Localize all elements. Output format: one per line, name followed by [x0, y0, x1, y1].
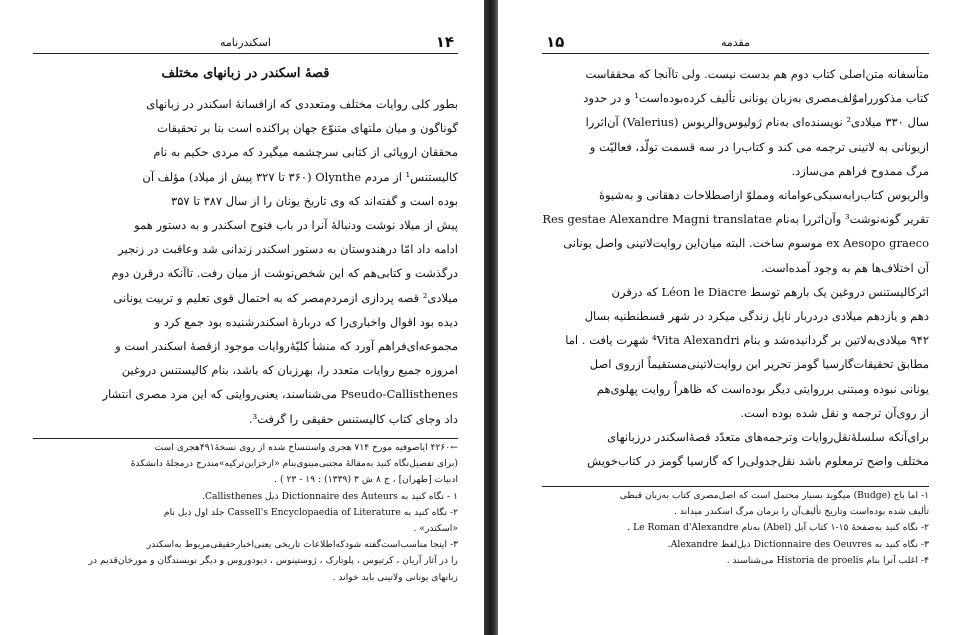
right-footnotes [542, 488, 929, 569]
book-gutter [484, 0, 498, 635]
footnote-rule [542, 486, 929, 487]
right-page-header [542, 33, 929, 54]
body-line-6: والریوس کتاب‌رابه‌سبکی‌عوامانه ومملوّ ازاصطلاحات دهقانی و به‌شیوهٔ [598, 188, 929, 203]
footnote-5: ٢- نگاه کنید به Cassell's Encyclopaedia of Literature جلد اول ذیل نام [163, 506, 458, 518]
body-line-16: برای‌آنکه سلسلهٔ‌نقل‌روایات وترجمه‌های متعدّد قصهٔ‌اسکندر درزبانهای [607, 430, 929, 445]
body-line-7: ادامه داد امّا درهندوستان به دستور اسکندر زندانی شد وعاقبت در زنجیر [118, 242, 458, 257]
body-line-1: بطور کلی روایات مختلف ومتعددی که ازافسانهٔ اسکندر در زبانهای [146, 97, 458, 111]
body-line-3: سال ٣٣٠ میلادی² نویسنده‌ای به‌نام ژولیوس‌والریوس (Valerius) آن‌اثررا [585, 115, 929, 130]
body-line-11: دهم و یازدهم میلادی دردربار ناپل زندگی میکرد در شهر قسطنطنیه بسال [584, 309, 929, 324]
footnote-2: تألیف شده بوده‌است وتاریخ تألیف‌آن را بزمان مرگ اسکندر میداند . [674, 506, 929, 518]
body-line-6: پیش از میلاد نوشت ودنبالهٔ آنرا در باب فتوح اسکندر و به دستور همو [134, 218, 458, 233]
body-line-5: بوده است و گفته‌اند که وی تاریخ یونان را از سال ٣٨٧ تا ٣۵٧ [171, 193, 458, 208]
body-line-14: یونانی نبوده ومبتنی برروایتی دیگر بوده‌است که ظاهراً روایت پهلوی‌هم [596, 381, 929, 396]
section-title: قصهٔ اسکندر در زبانهای مختلف [161, 66, 330, 81]
right-page [498, 0, 964, 635]
page-number: ١۵ [546, 33, 565, 51]
body-line-13: Pseudo-Callisthenes می‌شناسند، یعنی‌روایتی که این مرد مصری انتشار [102, 387, 458, 402]
body-line-5: مرگ ممدوح فراهم می‌سازد. [791, 163, 929, 178]
body-line-4: ازیونانی به لاتینی ترجمه می کند و کتاب‌را در سه قسمت تولّد، فعالیّت و [589, 139, 929, 154]
body-line-1: متأسفانه متن‌اصلی کتاب دوم هم بدست نیست. ولی تاآنجا که محققاست [585, 67, 929, 81]
body-line-13: مطابق تحقیقات‌گارسیا گومز تحریر ابن روایت‌لاتینی‌مستقیماً ازروی اصل [589, 357, 929, 372]
left-body-text [33, 92, 458, 434]
footnote-6: «اسکندر» . [413, 523, 458, 535]
footnote-9: زبانهای یونانی ولاتینی باید خواند . [332, 571, 458, 583]
footnote-2: (برای تفصیل‌نگاه کنید به‌مقالهٔ مجتبی‌مینوی‌بنام «ازخزاین‌ترکیه»مندرج درمجلهٔ دانشکدهٔ [130, 458, 458, 470]
body-line-7: تقریر گونه‌نوشت³ وآن‌اثررا به‌نام Res gestae Alexandre Magni translatae [542, 212, 929, 227]
body-line-2: گوناگون و میان ملتهای متنوّع جهان پراکنده است بنا بر تحقیقات [157, 121, 458, 136]
footnote-3: ادبیات [طهران] ، ج ٨ ش ٣ (١٣٣٩) : ١٩ - ٢٣ ) . [274, 474, 458, 486]
body-line-2: کتاب مذکورراموٌلف‌مصری به‌زبان یونانی تألیف کرده‌بوده‌است¹ و در حدود [583, 91, 929, 106]
footnote-1: ١- اما باج (Budge) میگوید بسیار محتمل است که اصل‌مصری کتاب به‌زبان قبطی [619, 490, 929, 501]
body-line-10: دیده بود اقوال واخباری‌را که دربارهٔ اسکندرشنیده بود جمع کرد و [154, 314, 458, 329]
running-head: مقدمه [720, 36, 751, 49]
footnote-1: ←۴۲۶٠ ایاصوفیه مورخ ٧١۴ هجری واستنساخ شده از روی نسخهٔ۴٩١هجری است [154, 442, 458, 453]
footnote-3: ٢- نگاه کنید به‌صفحهٔ ١۵-١ کتاب آبل (Abel) به‌نام Le Roman d'Alexandre . [627, 522, 929, 534]
body-line-12: امروزه جمیع روایات متعدد را، بهرزبان که باشد، بنام کالیستنس دروغین [121, 363, 458, 378]
footnote-8: را در آثار آریان ، کرتیوس ، پلوتارک ، ژوستینوس ، دیودوروس و دیگر نویسندگان و مورخان‌قدیم در [88, 555, 458, 567]
footnote-4: ٣- نگاه کنید به Dictionnaire des Oeuvres ذیل‌لفظ Alexandre. [667, 538, 929, 550]
body-line-10: اثرکالیستنس دروغین یک بارهم توسط Léon le Diacre که درقرن [611, 284, 929, 299]
body-line-14: داد وجای کتاب کالیستنس حقیقی را گرفت³. [248, 411, 458, 426]
footnote-4: ١ - نگاه کنید به Dictionnaire des Auteurs ذیل Callisthenes. [202, 490, 458, 502]
running-head: اسکندرنامه [220, 36, 271, 49]
footnote-5: ۴- اغلب آنرا بنام Historia de proelis می‌شناسند . [726, 554, 929, 566]
body-line-11: مجموعه‌ای‌فراهم آورد که منشأ کلیّهٔ‌روایات موجود ازقصهٔ اسکندر است و [115, 339, 458, 354]
body-line-15: از روی‌آن ترجمه و نقل شده بوده است. [740, 405, 929, 420]
body-line-12: ۹۴۲ میلادی‌به‌لاتین بر گردانیده‌شد و بنام ⁴Vita Alexandri شهرت یافت . اما [565, 333, 929, 348]
body-line-9: آن اختلاف‌ها هم به وجود آمده‌است. [760, 260, 929, 275]
body-line-4: کالیستنس¹ از مردم Olynthe (٣۶٠ تا ٣٢٧ پیش از میلاد) مؤلف آن [142, 169, 458, 184]
left-footnotes [33, 440, 458, 586]
body-line-9: میلادی² قصه پردازی ازمردم‌مصر که به احتمال قوی تعلیم و تربیت یونانی [113, 290, 458, 305]
left-page-header [33, 33, 458, 54]
footnote-rule [33, 438, 458, 439]
footnote-7: ٣- اینجا مناسب‌است‌گفته شودکه‌اطلاعات تاریخی یعنی‌اخبارحقیقی‌مربوط به‌اسکندر [146, 539, 458, 551]
body-line-3: محققان اروپائی از کتابی سرچشمه میگیرد که مردی حکیم به نام [153, 145, 458, 160]
body-line-17: مختلف واضح ترمعلوم باشد نقل‌جدولی‌را که گارسیا گومز در کتاب‌خویش [587, 454, 929, 469]
right-body-text [542, 62, 929, 482]
body-line-8: ex Aesopo graeco موسوم ساخت. البته میان‌این روایت‌لاتینی واصل یونانی [563, 236, 929, 251]
page-number: ١۴ [435, 33, 454, 51]
body-line-8: درگذشت و کتابی‌هم که این شخص‌نوشت از میان رفت. تاآنکه درقرن دوم [111, 266, 458, 281]
